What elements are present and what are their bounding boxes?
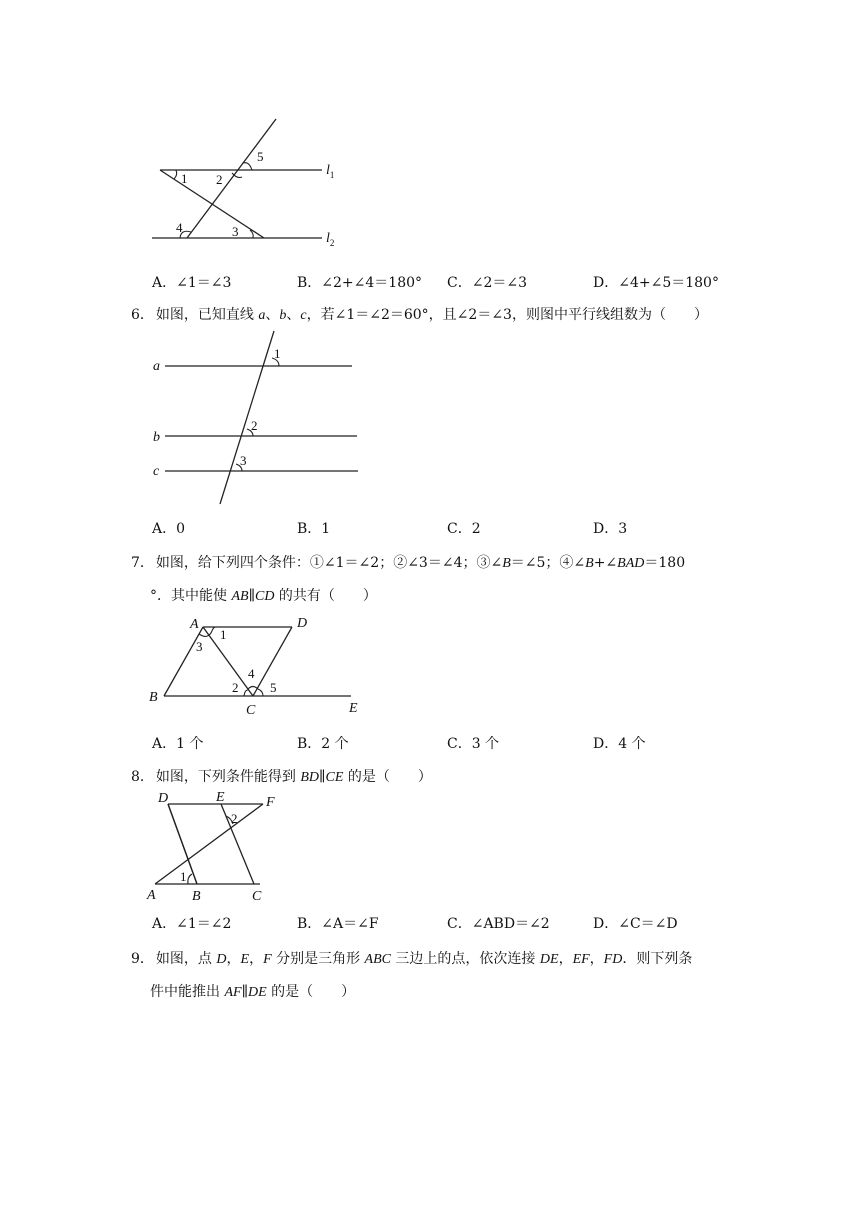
q5-angle-5: 5 [257,149,264,164]
q7-angle-5: 5 [270,680,277,695]
q6-label-b: b [153,430,160,445]
q5-option-d: D．∠4+∠5＝180° [593,275,719,291]
q7-label-A: A [190,617,199,632]
q8-label-D: D [158,791,169,806]
q7-option-a: A．1 个 [152,736,204,752]
q8-stem: 8． 如图，下列条件能得到 BD∥CE 的是（ ） [131,769,432,785]
q8-option-b: B．∠A＝∠F [297,916,379,932]
q5-label-l1: $l_1$ [326,163,335,180]
q7-angle-4: 4 [248,666,255,681]
q7-label-E: E [349,701,358,716]
q6-transversal [220,331,274,504]
q5-angle-4: 4 [176,220,183,235]
q7-option-c: C．3 个 [447,736,500,752]
q7-angle-3: 3 [196,639,203,654]
q8-label-B: B [192,889,201,904]
q6-angle-1: 1 [274,346,281,361]
q8-line-AF [155,804,263,884]
q7-label-D: D [297,616,308,631]
q8-label-A: A [147,888,156,903]
q5-option-b: B．∠2+∠4＝180° [297,275,423,291]
q5-label-l2: $l_2$ [326,231,335,248]
q5-angle-3: 3 [232,224,239,239]
q6-angle-3: 3 [240,453,247,468]
q7-figure [140,610,380,720]
q5-transversal-2 [187,119,276,238]
q9-stem-line2: 件中能推出 AF∥DE 的是（ ） [150,984,356,1000]
q5-angle-1: 1 [181,171,188,186]
q8-figure [140,788,300,908]
q6-stem: 6． 如图，已知直线 a、b、c，若∠1＝∠2＝60°，且∠2＝∠3，则图中平行线组数为（ ） [131,307,708,323]
q6-label-c: c [153,464,160,479]
q7-stem-line2: °．其中能使 AB∥CD 的共有（ ） [150,588,377,604]
q8-angle-1: 1 [180,869,187,884]
q8-line-EC [221,804,254,884]
q8-option-a: A．∠1＝∠2 [152,916,232,932]
q5-angle-2: 2 [216,172,223,187]
q5-option-a: A．∠1＝∠3 [152,275,232,291]
q7-option-b: B．2 个 [297,736,349,752]
q8-option-d: D．∠C＝∠D [593,916,678,932]
q7-line-AC [203,627,253,696]
q7-label-B: B [149,690,158,705]
q5-option-c: C．∠2＝∠3 [447,275,527,291]
q6-option-b: B．1 [297,521,331,537]
q8-angle-2: 2 [231,811,238,826]
q8-label-C: C [252,889,262,904]
q7-label-C: C [246,703,256,718]
q8-option-c: C．∠ABD＝∠2 [447,916,550,932]
q8-label-F: F [266,795,275,810]
q6-option-c: C．2 [447,521,481,537]
q6-option-d: D．3 [593,521,628,537]
q7-option-d: D．4 个 [593,736,646,752]
q7-line-AB [164,627,203,696]
q6-option-a: A．0 [152,521,186,537]
q6-angle-2: 2 [251,418,258,433]
q9-stem-line1: 9． 如图，点 D，E，F 分别是三角形 ABC 三边上的点，依次连接 DE，EF，FD．则下列条 [131,951,693,967]
q7-angle-2: 2 [232,680,239,695]
q5-figure [140,115,360,255]
q7-stem-line1: 7． 如图，给下列四个条件：①∠1＝∠2；②∠3＝∠4；③∠B＝∠5；④∠B+∠BAD＝180 [131,555,686,571]
q8-label-E: E [216,790,225,805]
q7-angle-1: 1 [220,627,227,642]
q6-figure [145,328,365,508]
q6-label-a: a [153,359,160,374]
